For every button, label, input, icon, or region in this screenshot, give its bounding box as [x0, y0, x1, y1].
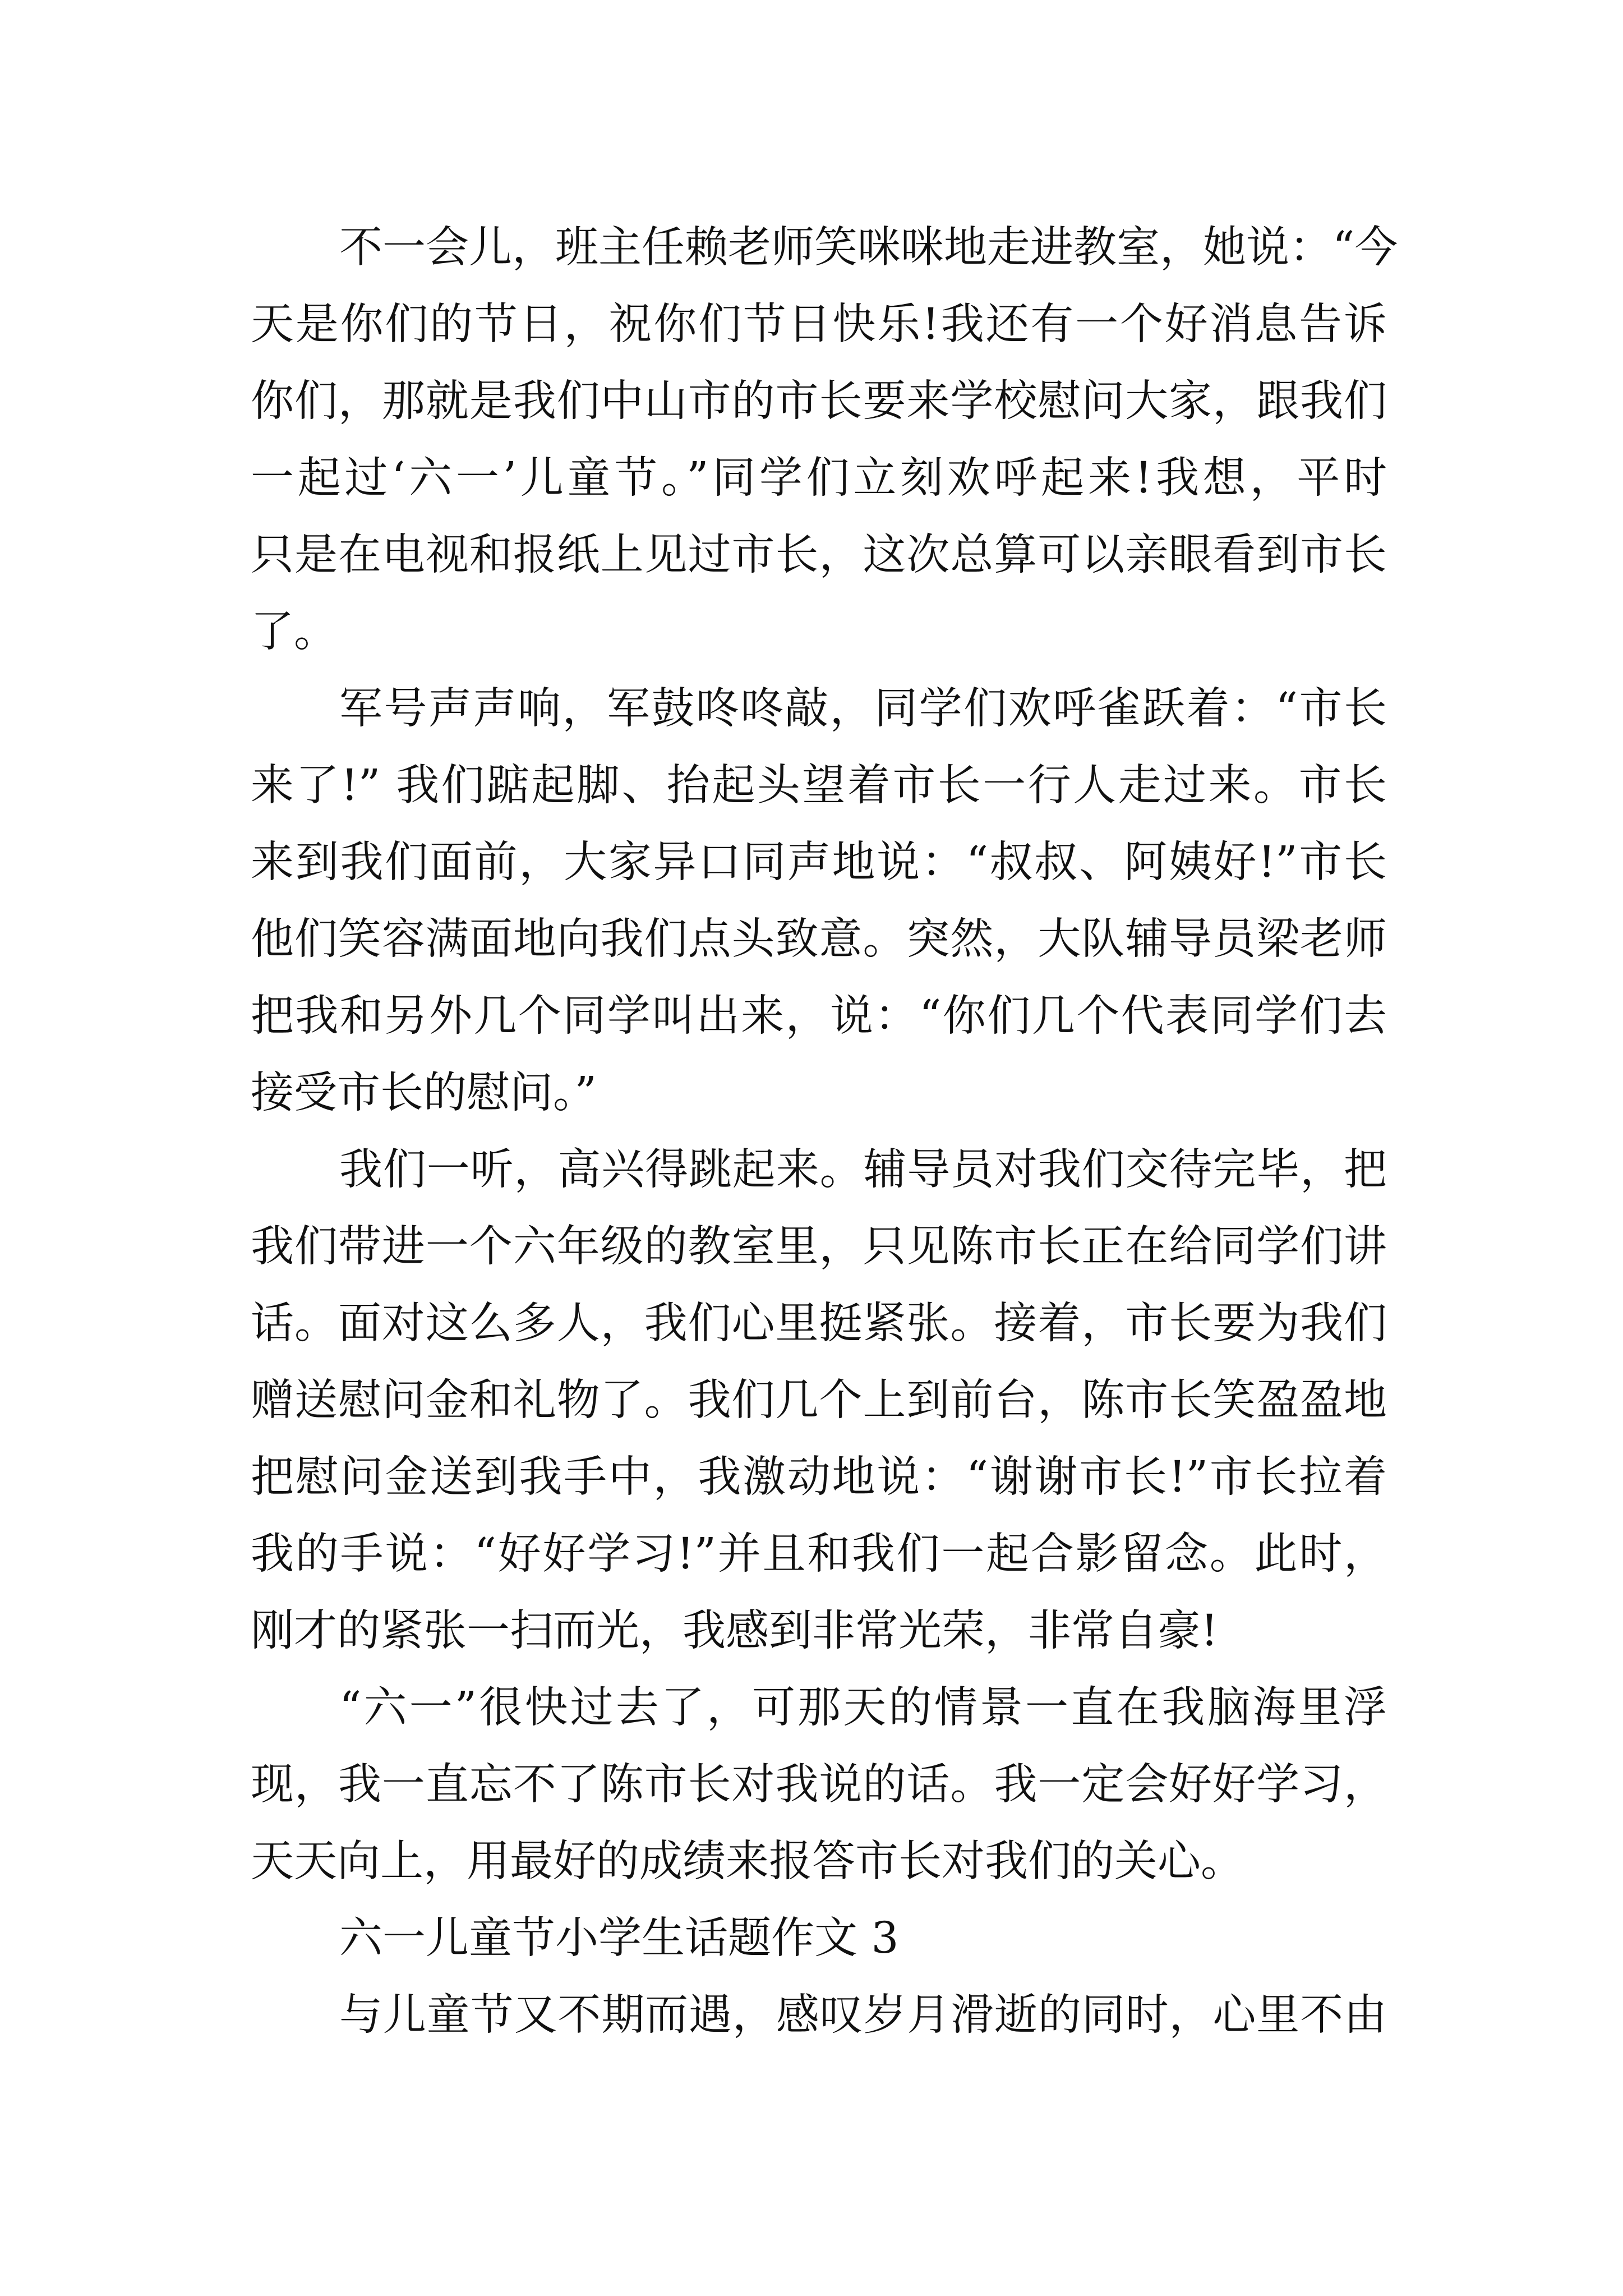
text-line: 不一会儿，班主任赖老师笑咪咪地走进教室，她说：“今 — [339, 223, 1398, 273]
paragraph — [251, 209, 1398, 670]
text-line: 你们，那就是我们中山市的市长要来学校慰问大家，跟我们 — [251, 376, 1387, 426]
text-line: 来了!” 我们踮起脚、抬起头望着市长一行人走过来。市长 — [251, 761, 1387, 811]
text-line: 来到我们面前，大家异口同声地说：“叔叔、阿姨好!”市长 — [251, 838, 1387, 887]
text-line: 我们一听，高兴得跳起来。辅导员对我们交待完毕，把 — [339, 1145, 1387, 1195]
paragraph — [251, 1131, 1387, 1669]
text-line: “六一”很快过去了，可那天的情景一直在我脑海里浮 — [339, 1683, 1387, 1733]
text-line: 只是在电视和报纸上见过市长，这次总算可以亲眼看到市长 — [251, 530, 1387, 580]
text-line: 把我和另外几个同学叫出来，说：“你们几个代表同学们去 — [251, 991, 1387, 1041]
text-line: 我的手说：“好好学习!”并且和我们一起合影留念。此时， — [251, 1529, 1387, 1579]
text-line: 与儿童节又不期而遇，感叹岁月滑逝的同时，心里不由 — [339, 1990, 1387, 2040]
text-line: 刚才的紧张一扫而光，我感到非常光荣，非常自豪! — [251, 1606, 1218, 1656]
section-title: 六一儿童节小学生话题作文 3 — [339, 1913, 899, 1963]
text-line: 天是你们的节日，祝你们节日快乐!我还有一个好消息告诉 — [251, 300, 1387, 349]
text-line: 接受市长的慰问。” — [251, 1068, 597, 1118]
paragraph — [251, 1977, 1387, 2054]
text-line: 了。 — [251, 607, 337, 657]
paragraph — [251, 670, 1387, 1131]
text-line: 现，我一直忘不了陈市长对我说的话。我一定会好好学习， — [251, 1760, 1387, 1810]
text-line: 我们带进一个六年级的教室里，只见陈市长正在给同学们讲 — [251, 1222, 1387, 1272]
section-heading-block — [251, 1900, 1387, 1977]
text-line: 军号声声响，军鼓咚咚敲，同学们欢呼雀跃着：“市长 — [339, 684, 1387, 734]
paragraph — [251, 1669, 1387, 1900]
text-line: 天天向上，用最好的成绩来报答市长对我们的关心。 — [251, 1837, 1244, 1887]
text-line: 赠送慰问金和礼物了。我们几个上到前台，陈市长笑盈盈地 — [251, 1375, 1387, 1425]
text-line: 把慰问金送到我手中，我激动地说：“谢谢市长!”市长拉着 — [251, 1452, 1387, 1502]
text-line: 他们笑容满面地向我们点头致意。突然，大队辅导员梁老师 — [251, 914, 1387, 964]
text-line: 一起过‘六一’儿童节。”同学们立刻欢呼起来!我想，平时 — [251, 453, 1387, 503]
text-line: 话。面对这么多人，我们心里挺紧张。接着，市长要为我们 — [251, 1299, 1387, 1349]
